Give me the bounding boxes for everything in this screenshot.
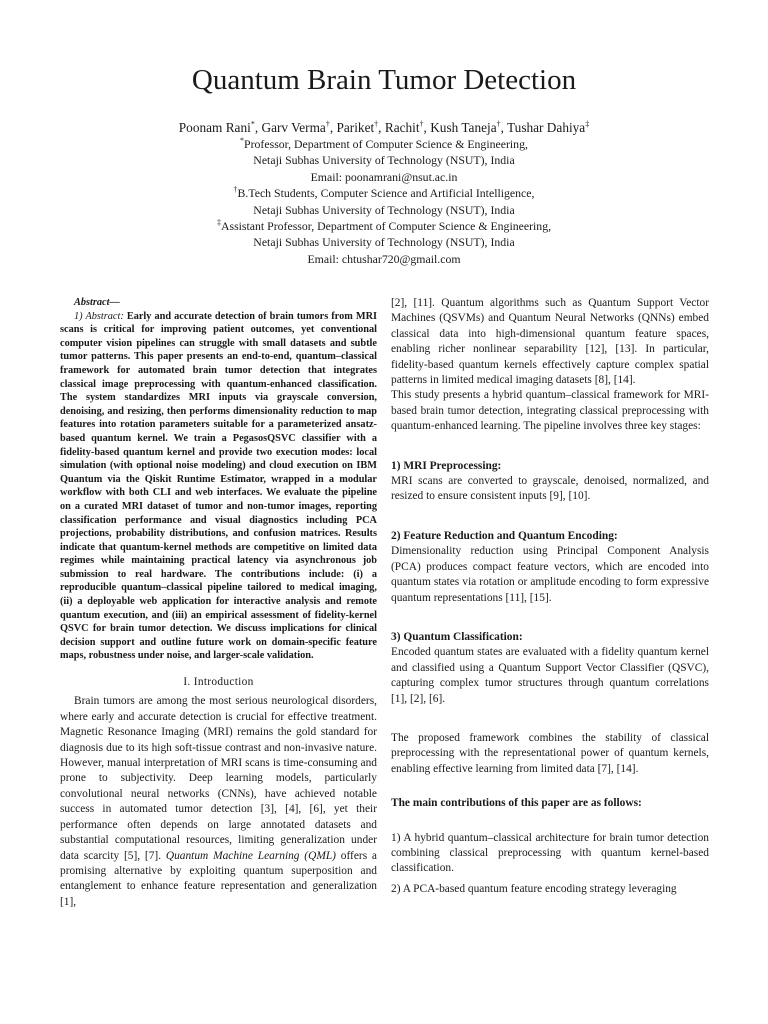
email-line: Email: poonamrani@nsut.ac.in	[310, 169, 458, 184]
author-name: Rachit	[384, 120, 420, 135]
intro-continued-paragraph: [2], [11]. Quantum algorithms such as Quantum Support Vector Machines (QSVMs) and Quantum Neural Networks (QNNs) embed classical data into high-dimensional quantum feature spaces, enabling richer nonlinear separability [12], [13]. In particular, fidelity-based quantum kernels effectively capture complex spatial patterns in limited medical imaging datasets [8], [14].	[391, 297, 709, 387]
affiliation-mark: †	[419, 119, 424, 129]
abstract-body	[60, 310, 377, 663]
stage-text-encoding: Dimensionality reduction using Principal Component Analysis (PCA) produces compact feature vectors, which are encoded into quantum states via rotation or amplitude encoding to form expressive quantum representations [11], [15].	[391, 545, 709, 604]
abstract-sublabel: 1) Abstract:	[74, 310, 124, 322]
contributions-heading: The main contributions of this paper are as follows:	[391, 797, 642, 810]
study-paragraph: This study presents a hybrid quantum–classical framework for MRI-based brain tumor detection, integrating classical preprocessing with quantum-enhanced learning. The pipeline involves three key stages:	[391, 389, 709, 433]
author-name: Poonam Rani	[178, 120, 251, 135]
email-line: Email: chtushar720@gmail.com	[307, 251, 461, 266]
affiliation-mark: †	[496, 119, 501, 129]
stage-text-classification: Encoded quantum states are evaluated with a fidelity quantum kernel and classified using a Quantum Support Vector Classifier (QSVC), capturing complex tumor structures through quantum correlations [1], [2], [6].	[391, 646, 709, 705]
abstract-heading: Abstract—	[74, 297, 120, 308]
stage-heading-encoding: 2) Feature Reduction and Quantum Encoding:	[391, 529, 618, 542]
author-list: Poonam Rani*, Garv Verma†, Pariket†, Rachit†, Kush Taneja†, Tushar Dahiya‡	[178, 119, 590, 135]
contribution-item: 2) A PCA-based quantum feature encoding strategy leveraging	[391, 882, 677, 895]
affiliation-mark: †	[374, 119, 379, 129]
affiliation-mark: †	[325, 119, 330, 129]
abstract	[60, 296, 377, 663]
framework-paragraph: The proposed framework combines the stability of classical preprocessing with the representational power of quantum kernels, enabling effective learning from limited data [7], [14].	[391, 731, 709, 775]
affiliation-line: Netaji Subhas University of Technology (NSUT), India	[253, 202, 515, 217]
affiliation-line: ‡Assistant Professor, Department of Computer Science & Engineering,	[216, 218, 552, 234]
author-name: Tushar Dahiya	[507, 120, 586, 135]
affiliation-line: Netaji Subhas University of Technology (NSUT), India	[253, 235, 515, 250]
intro-paragraph: Brain tumors are among the most serious neurological disorders, where early and accurate detection is crucial for effective treatment. Magnetic Resonance Imaging (MRI) remains the gold standard for diagnosis due to its high soft-tissue contrast and non-invasive nature. However, manual interpretation of MRI scans is time-consuming and prone to subjectivity. Deep learning models, particularly convolutional neural networks (CNNs), have achieved notable success in automated tumor detection [3], [4], [6], yet their performance often depends on large annotated datasets and substantial computational resources, limiting generalization under data scarcity [5], [7]. Quantum Machine Learning (QML) offers a promising alternative by exploiting quantum superposition and entanglement to enhance feature representation and generalization [1],	[60, 695, 377, 908]
abstract-text: Early and accurate detection of brain tumors from MRI scans is critical for improving patient outcomes, yet conventional computer vision pipelines can struggle with small datasets and subtle tumor patterns. This paper presents an end-to-end, quantum–classical framework for automated brain tumor detection that integrates classical image preprocessing with quantum-enhanced classification. The system standardizes MRI inputs via grayscale conversion, denoising, and resizing, then performs dimensionality reduction to map features into rotation parameters suitable for a parameterized ansatz-based quantum kernel. We train a PegasosQSVC classifier with a fidelity-based quantum kernel and provide two execution modes: local simulation (with optional noise modeling) and cloud execution on IBM Quantum via the Qiskit Runtime Estimator, wrapped in a modular workflow with both CLI and web interfaces. We evaluate the pipeline on a curated MRI dataset of tumor and non-tumor images, reporting classification performance and visual diagnostics including PCA projections, probability distributions, and confusion matrices. Results indicate that quantum-kernel methods are competitive on limited data regimes while maintaining practical latency via asynchronous job submission to real hardware. The contributions include: (i) a reproducible quantum–classical pipeline tailored to medical imaging, (ii) a deployable web application for interactive analysis and remote quantum execution, and (iii) an empirical assessment of fidelity-kernel QSVC for brain tumor detection. We discuss implications for clinical decision support and outline future work on domain-specific feature maps, robustness under noise, and larger-scale validation.	[60, 310, 378, 662]
paper-title: Quantum Brain Tumor Detection	[191, 64, 577, 96]
qml-term: Quantum Machine Learning (QML)	[165, 849, 336, 862]
author-name: Kush Taneja	[430, 120, 497, 135]
affiliation-line: *Professor, Department of Computer Science & Engineering,	[240, 136, 528, 151]
affiliation-block	[0, 136, 768, 267]
author-name: Garv Verma	[261, 120, 326, 135]
contribution-item: 1) A hybrid quantum–classical architecture for brain tumor detection combining classical preprocessing with quantum kernel-based classification.	[391, 831, 709, 875]
affiliation-mark: ‡	[585, 119, 590, 129]
stage-heading-preprocessing: 1) MRI Preprocessing:	[391, 459, 502, 472]
affiliation-line: Netaji Subhas University of Technology (NSUT), India	[253, 153, 515, 168]
affiliation-line: †B.Tech Students, Computer Science and Artificial Intelligence,	[233, 185, 535, 201]
stage-heading-classification: 3) Quantum Classification:	[391, 630, 523, 643]
right-column	[391, 296, 709, 897]
left-column	[60, 296, 377, 910]
section-heading-introduction: I. Introduction	[183, 676, 254, 689]
author-name: Pariket	[336, 120, 375, 135]
stage-text-preprocessing: MRI scans are converted to grayscale, denoised, normalized, and resized to ensure consistent inputs [9], [10].	[391, 475, 709, 503]
affiliation-mark: *	[250, 119, 255, 129]
